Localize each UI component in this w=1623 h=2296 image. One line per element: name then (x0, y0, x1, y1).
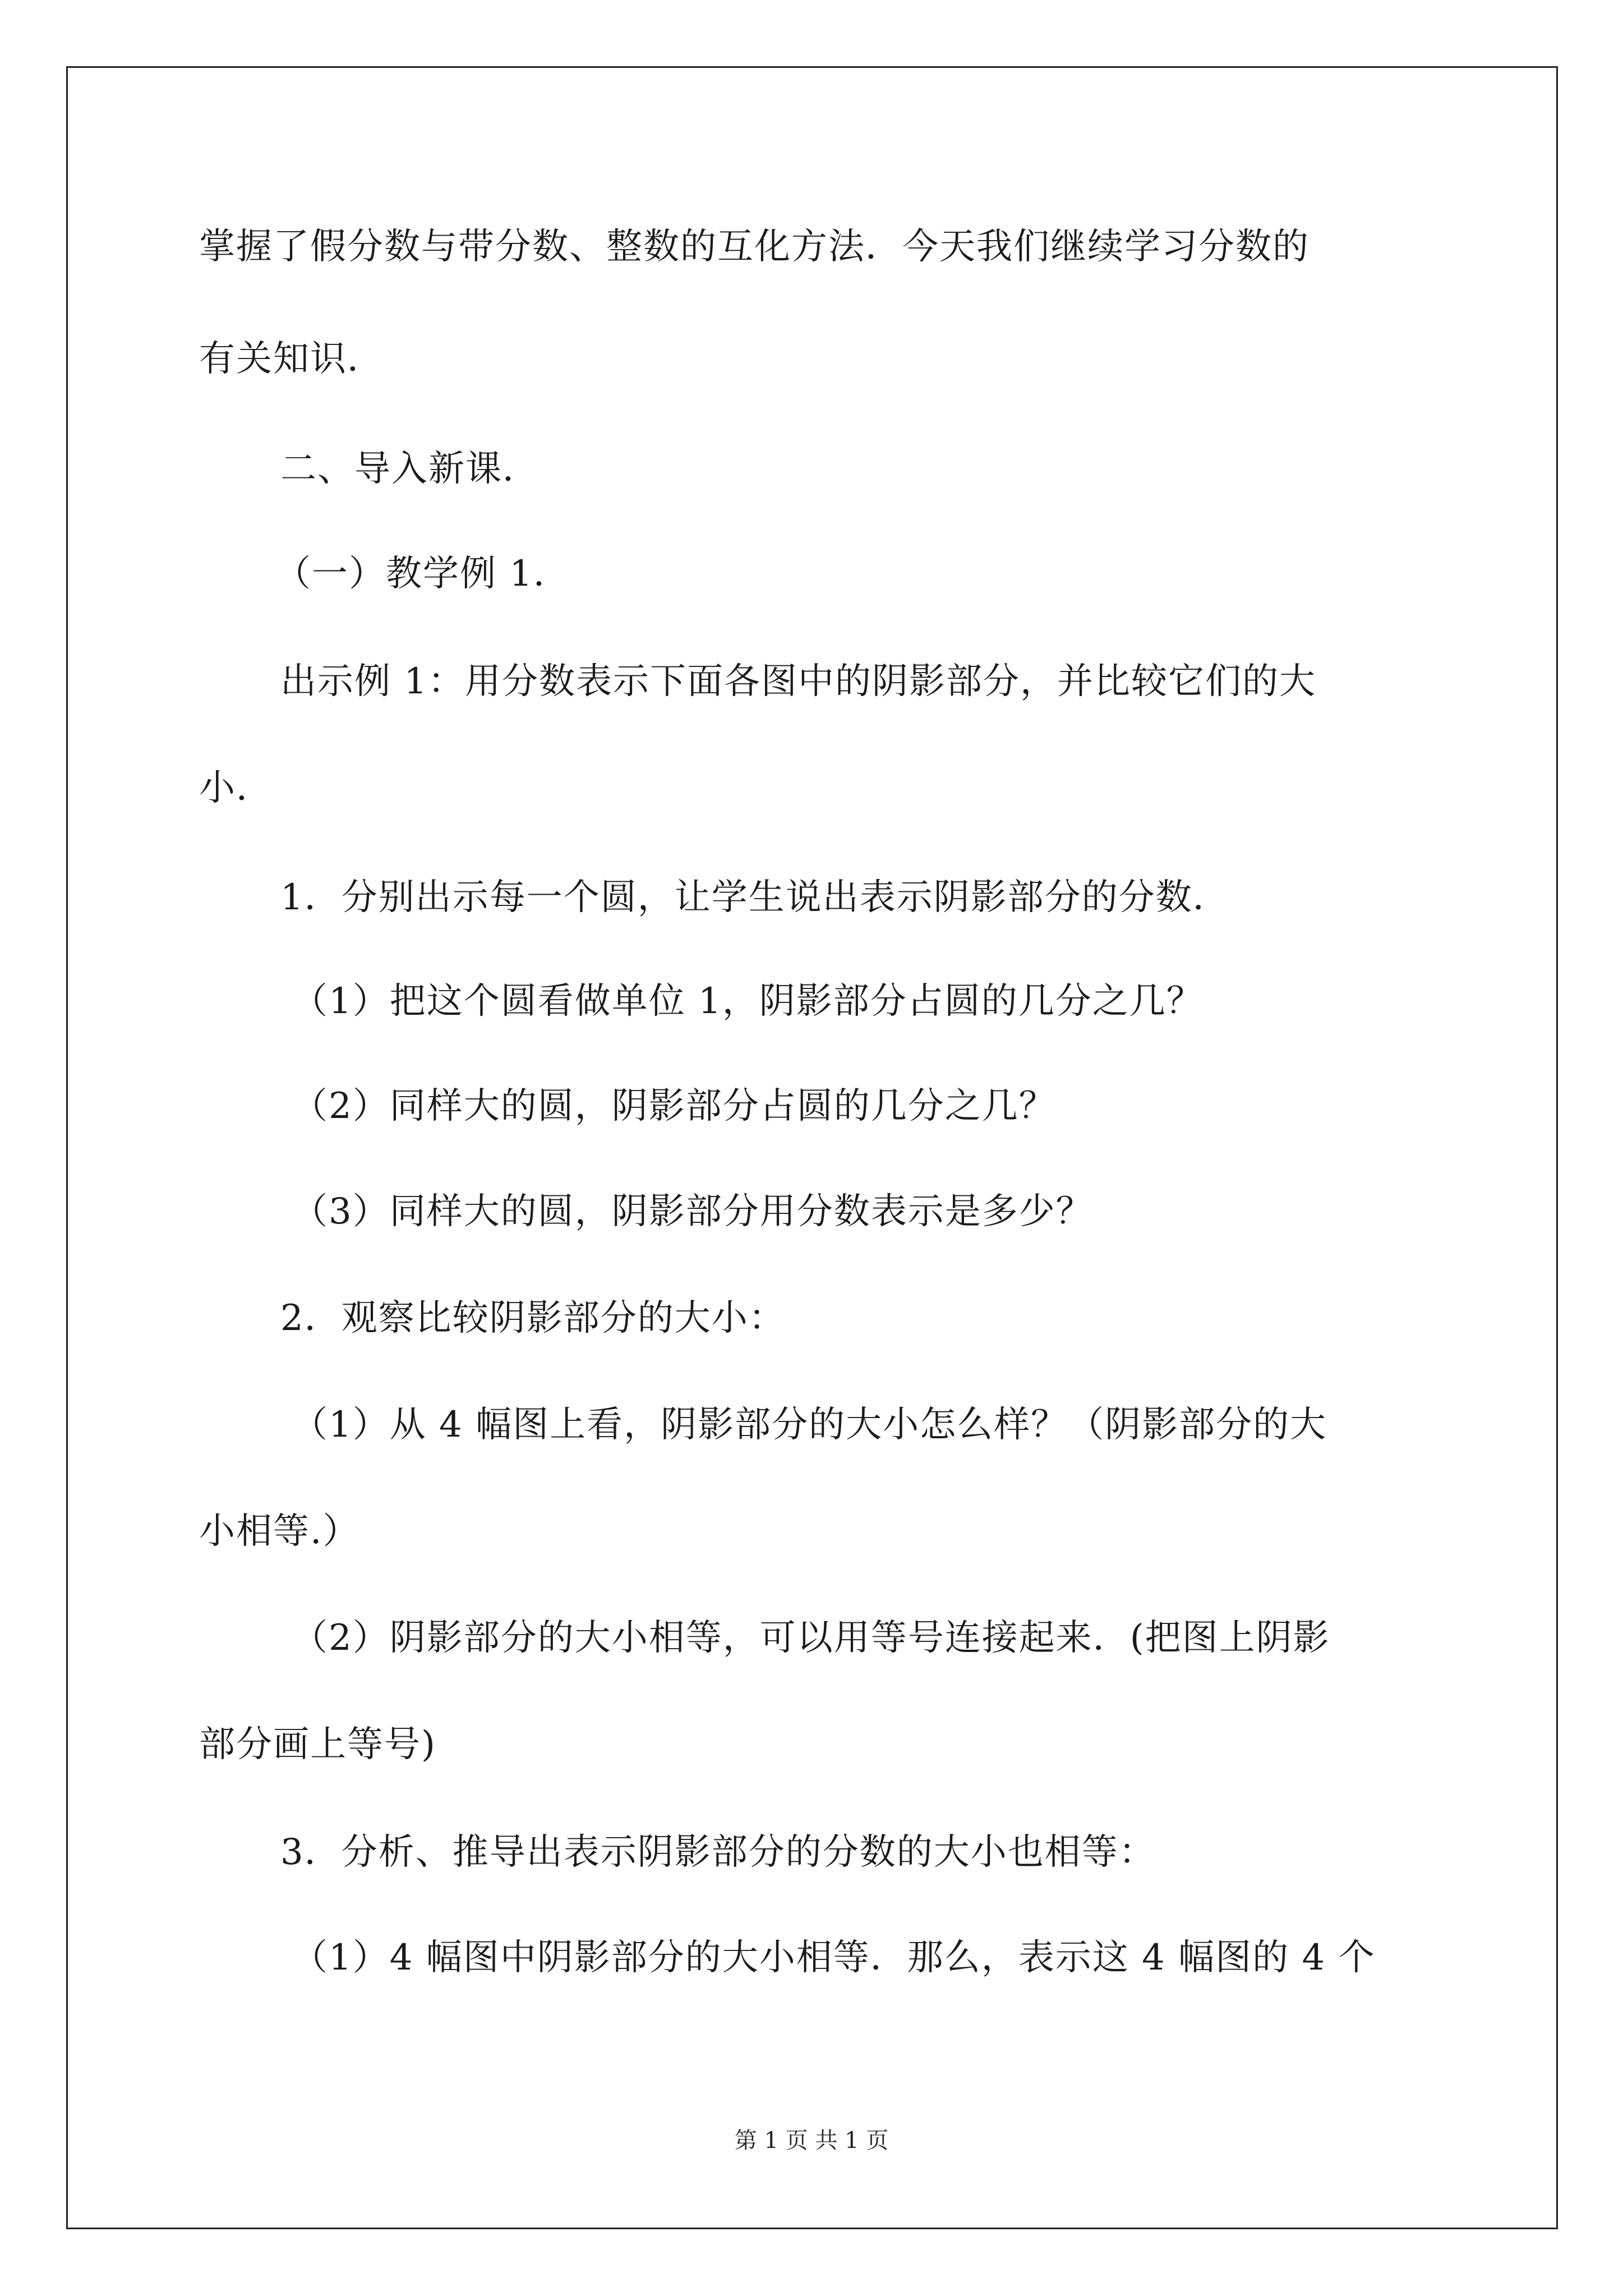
step-1-question-2: （2）同样大的圆，阴影部分占圆的几分之几？ (292, 1085, 1056, 1127)
text-line-6: 小． (199, 767, 273, 809)
step-2: 2．观察比较阴影部分的大小： (280, 1297, 786, 1339)
step-2-item-2-cont: 部分画上等号) (199, 1724, 436, 1765)
step-2-item-1-cont: 小相等.） (199, 1511, 360, 1552)
subsection-heading: （一）教学例 1． (275, 553, 571, 595)
step-3-item-1: （1）4 幅图中阴影部分的大小相等．那么，表示这 4 幅图的 4 个 (292, 1937, 1376, 1978)
step-1-question-3: （3）同样大的圆，阴影部分用分数表示是多少？ (292, 1191, 1093, 1232)
section-heading: 二、导入新课． (280, 448, 540, 490)
step-3: 3．分析、推导出表示阴影部分的分数的大小也相等： (280, 1832, 1156, 1873)
step-1: 1．分别出示每一个圆，让学生说出表示阴影部分的分数． (280, 877, 1230, 918)
step-2-item-1: （1）从 4 幅图上看，阴影部分的大小怎么样？（阴影部分的大 (292, 1404, 1327, 1446)
step-2-item-2: （2）阴影部分的大小相等，可以用等号连接起来．(把图上阴影 (292, 1617, 1330, 1659)
text-line-5: 出示例 1：用分数表示下面各图中的阴影部分，并比较它们的大 (280, 661, 1317, 702)
page-number: 第 1 页 共 1 页 (734, 2128, 889, 2154)
step-1-question-1: （1）把这个圆看做单位 1，阴影部分占圆的几分之几？ (292, 981, 1204, 1022)
text-line-2: 有关知识． (199, 338, 384, 380)
page-border (66, 66, 1558, 2229)
text-line-1: 掌握了假分数与带分数、整数的互化方法．今天我们继续学习分数的 (199, 226, 1310, 268)
